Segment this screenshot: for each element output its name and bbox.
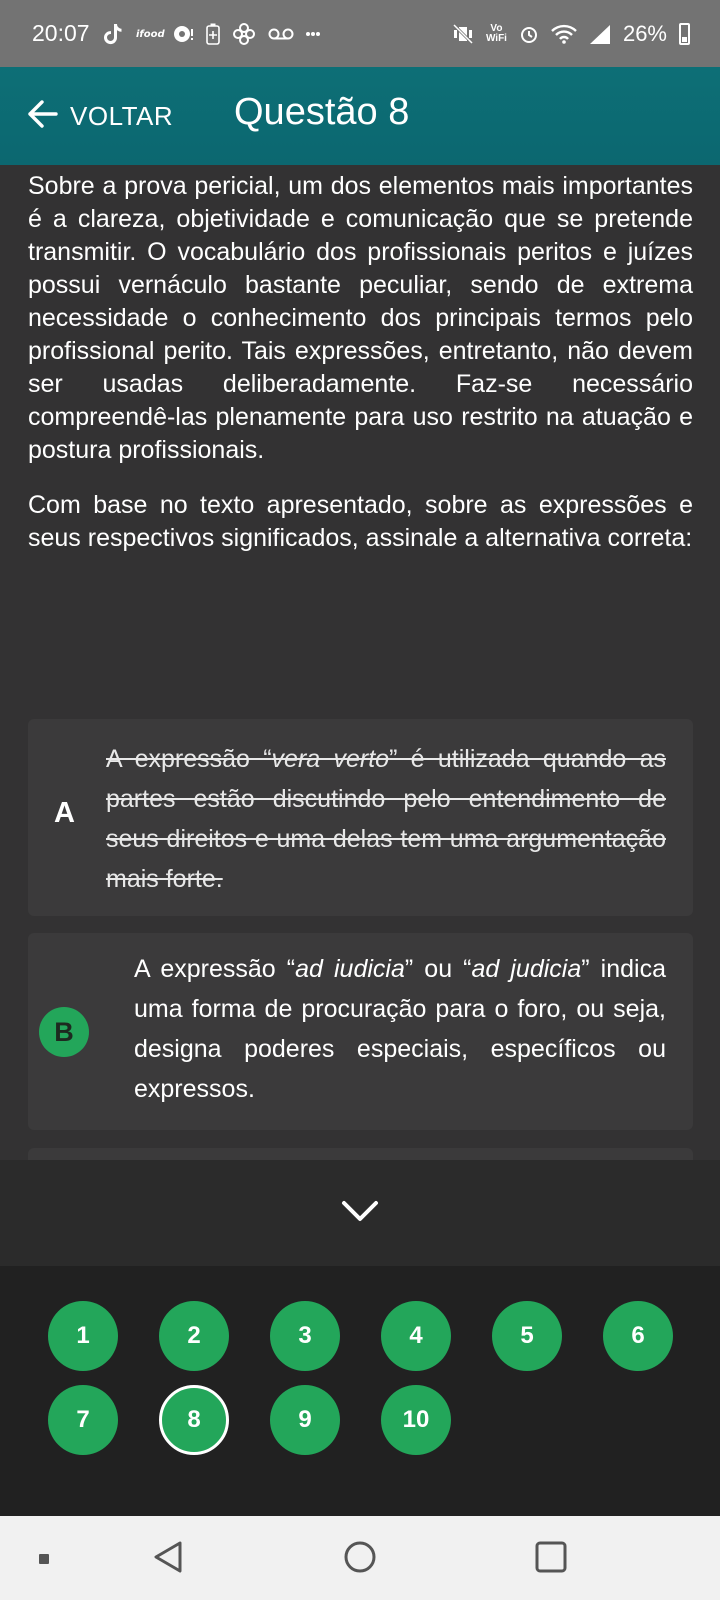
question-button-5[interactable]: 5 xyxy=(492,1301,562,1371)
option-b-text-italic-2: ad judicia xyxy=(471,955,582,983)
back-triangle-icon[interactable] xyxy=(152,1540,184,1579)
tiktok-icon xyxy=(102,22,124,46)
question-content xyxy=(28,170,693,555)
back-label: VOLTAR xyxy=(70,100,174,131)
app-header xyxy=(0,67,720,165)
svg-text:ifood: ifood xyxy=(135,28,165,40)
alarm-icon xyxy=(519,24,539,44)
nav-dot-icon xyxy=(38,1552,50,1570)
battery-saver-icon xyxy=(206,23,220,45)
option-b-text-2: ” ou “ xyxy=(404,955,472,983)
status-right xyxy=(452,21,690,47)
status-bar xyxy=(0,0,720,67)
media-icon xyxy=(172,23,194,45)
arrow-left-icon xyxy=(26,99,58,134)
wifi-icon xyxy=(551,24,577,44)
ifood-icon xyxy=(135,27,165,41)
question-button-7[interactable]: 7 xyxy=(48,1385,118,1455)
vowifi-icon xyxy=(486,24,507,44)
chevron-down-icon xyxy=(341,1199,379,1228)
question-paragraph-1: Sobre a prova pericial, um dos elementos mais importantes é a clareza, objetividade e comunicação que se pretende transmitir. O vocabulário dos profissionais peritos e juízes possui vernáculo bastante peculiar, sendo de extrema necessidade o conhecimento dos principais termos pelo profissional perito. Tais expressões, entretanto, não devem ser usadas deliberadamente. Faz-se necessário compreendê-las plenamente para uso restrito na atuação e postura profissionais. xyxy=(28,172,693,464)
question-button-2[interactable]: 2 xyxy=(159,1301,229,1371)
system-nav-bar xyxy=(0,1516,720,1600)
home-circle-icon[interactable] xyxy=(343,1540,377,1579)
mute-vibrate-icon xyxy=(452,24,474,44)
status-left xyxy=(32,20,320,47)
recents-square-icon[interactable] xyxy=(535,1541,567,1578)
back-button[interactable] xyxy=(26,99,173,134)
battery-percent: 26% xyxy=(622,20,667,46)
option-b[interactable] xyxy=(28,933,693,1130)
option-a-text-before: A expressão “ xyxy=(106,745,272,773)
question-button-1[interactable]: 1 xyxy=(48,1301,118,1371)
vowifi-top: Vo xyxy=(490,22,503,34)
option-a-letter: A xyxy=(54,797,75,829)
question-button-4[interactable]: 4 xyxy=(381,1301,451,1371)
option-a-text-italic: vera verto xyxy=(271,745,390,773)
more-icon xyxy=(306,31,320,37)
signal-icon xyxy=(589,24,611,44)
status-time: 20:07 xyxy=(32,20,90,46)
question-button-10[interactable]: 10 xyxy=(381,1385,451,1455)
page-title: Questão 8 xyxy=(234,91,410,133)
navigator-toggle[interactable] xyxy=(0,1160,720,1266)
flower-icon xyxy=(232,22,256,46)
vowifi-bottom: WiFi xyxy=(485,32,507,44)
voicemail-icon xyxy=(268,27,294,41)
question-button-8[interactable]: 8 xyxy=(159,1385,229,1455)
question-button-3[interactable]: 3 xyxy=(270,1301,340,1371)
option-b-text-3: ” indica uma forma de procuração para o foro, ou seja, designa poderes especiais, específicos ou expressos. xyxy=(134,955,666,1103)
question-button-9[interactable]: 9 xyxy=(270,1385,340,1455)
option-b-letter: B xyxy=(39,1007,89,1057)
question-navigator xyxy=(0,1266,720,1516)
question-button-6[interactable]: 6 xyxy=(603,1301,673,1371)
option-a[interactable] xyxy=(28,719,693,916)
option-b-text-1: A expressão “ xyxy=(134,955,296,983)
option-a-text-after: ” é utilizada quando as partes estão discutindo pelo entendimento de seus direitos e uma delas tem uma argumentação mais forte. xyxy=(106,745,666,893)
option-b-text xyxy=(134,949,666,1109)
question-paragraph-2: Com base no texto apresentado, sobre as expressões e seus respectivos significados, assinale a alternativa correta: xyxy=(28,491,693,552)
battery-icon xyxy=(679,23,690,45)
option-b-text-italic-1: ad iudicia xyxy=(295,955,405,983)
option-a-text xyxy=(106,739,666,899)
